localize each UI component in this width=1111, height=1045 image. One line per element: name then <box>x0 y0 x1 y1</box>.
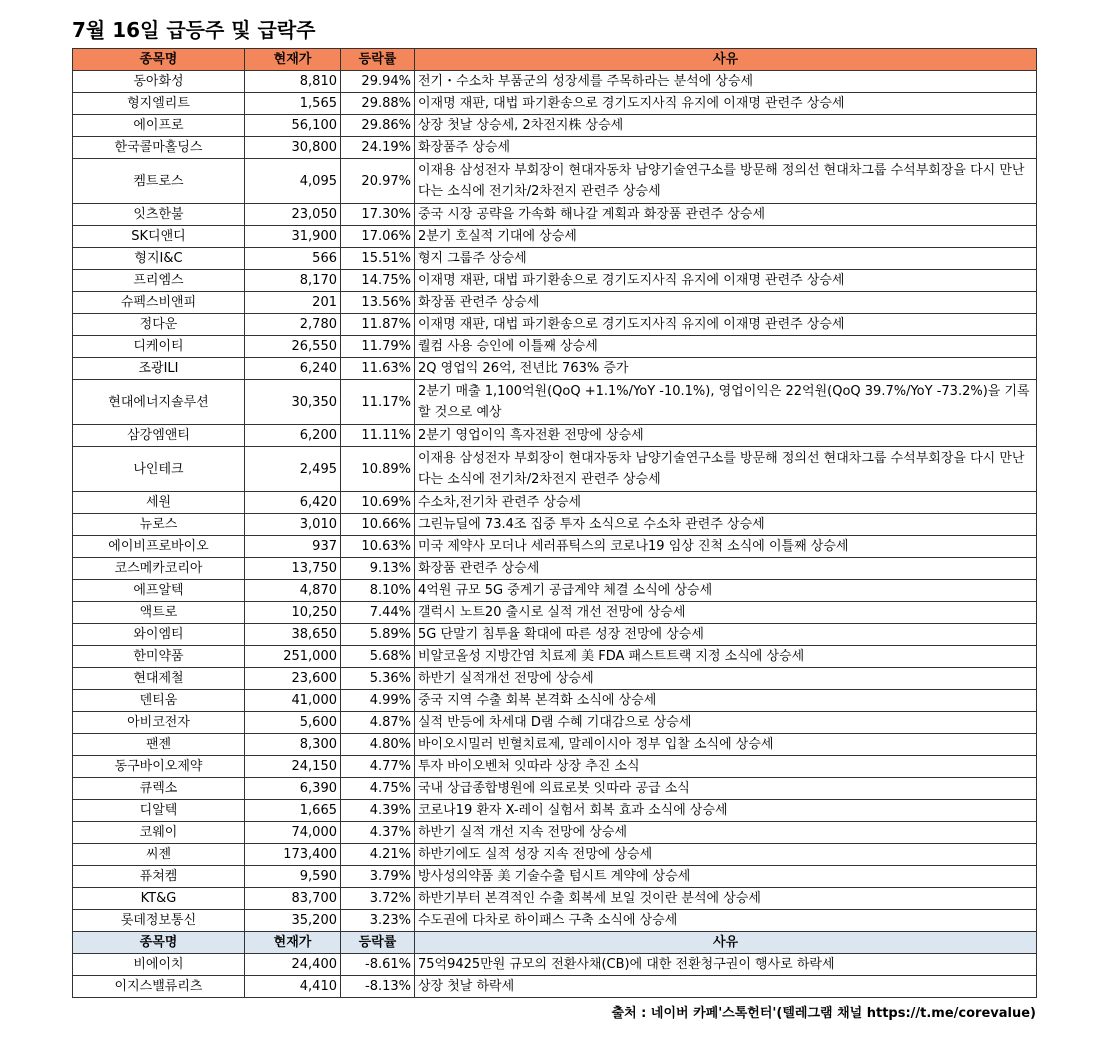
stock-price: 83,700 <box>245 888 341 910</box>
stock-name: 세원 <box>73 492 245 514</box>
table-row <box>73 358 1037 380</box>
stock-rate: 4.87% <box>341 712 415 734</box>
stock-name: 퓨쳐켐 <box>73 866 245 888</box>
stock-price: 24,150 <box>245 756 341 778</box>
stock-rate: 11.63% <box>341 358 415 380</box>
table-row <box>73 888 1037 910</box>
stock-rate: 5.36% <box>341 668 415 690</box>
table-row <box>73 115 1037 137</box>
stock-reason: 하반기에도 실적 성장 지속 전망에 상승세 <box>415 844 1037 866</box>
header-rate: 등락률 <box>341 49 415 71</box>
table-row <box>73 668 1037 690</box>
stock-reason: 미국 제약사 모더나 세러퓨틱스의 코로나19 임상 진척 소식에 이틀째 상승세 <box>415 536 1037 558</box>
stock-reason: 형지 그룹주 상승세 <box>415 248 1037 270</box>
stock-name: 비에이치 <box>73 954 245 976</box>
stock-rate: 11.87% <box>341 314 415 336</box>
stock-rate: 10.69% <box>341 492 415 514</box>
stock-price: 3,010 <box>245 514 341 536</box>
stock-name: 씨젠 <box>73 844 245 866</box>
header-reason: 사유 <box>415 49 1037 71</box>
header-price: 현재가 <box>245 932 341 954</box>
table-row <box>73 159 1037 204</box>
stock-rate: 9.13% <box>341 558 415 580</box>
stock-rate: 8.10% <box>341 580 415 602</box>
stock-reason: 상장 첫날 상승세, 2차전지株 상승세 <box>415 115 1037 137</box>
stock-rate: 20.97% <box>341 159 415 204</box>
stock-price: 2,780 <box>245 314 341 336</box>
table-row <box>73 292 1037 314</box>
stock-price: 74,000 <box>245 822 341 844</box>
stock-name: 에프알텍 <box>73 580 245 602</box>
table-row <box>73 602 1037 624</box>
stock-reason: 상장 첫날 하락세 <box>415 976 1037 998</box>
table-row <box>73 380 1037 425</box>
table-row <box>73 336 1037 358</box>
stock-price: 4,870 <box>245 580 341 602</box>
stock-price: 24,400 <box>245 954 341 976</box>
stock-reason: 중국 지역 수출 회복 본격화 소식에 상승세 <box>415 690 1037 712</box>
stock-rate: 4.75% <box>341 778 415 800</box>
stock-name: 에이비프로바이오 <box>73 536 245 558</box>
table-row <box>73 447 1037 492</box>
stock-reason: 75억9425만원 규모의 전환사채(CB)에 대한 전환청구권이 행사로 하락세 <box>415 954 1037 976</box>
stock-rate: 3.72% <box>341 888 415 910</box>
stock-reason: 화장품 관련주 상승세 <box>415 292 1037 314</box>
table-row <box>73 536 1037 558</box>
stock-name: 삼강엠앤티 <box>73 425 245 447</box>
stock-reason: 하반기 실적개선 전망에 상승세 <box>415 668 1037 690</box>
stock-reason: 바이오시밀러 빈혈치료제, 말레이시아 정부 입찰 소식에 상승세 <box>415 734 1037 756</box>
falling-header-row <box>73 932 1037 954</box>
header-name: 종목명 <box>73 49 245 71</box>
stock-name: 동아화성 <box>73 71 245 93</box>
stock-rate: 11.17% <box>341 380 415 425</box>
table-row <box>73 425 1037 447</box>
table-row <box>73 580 1037 602</box>
stock-price: 8,170 <box>245 270 341 292</box>
stock-price: 8,300 <box>245 734 341 756</box>
stock-name: 잇츠한불 <box>73 204 245 226</box>
table-row <box>73 270 1037 292</box>
stock-price: 30,800 <box>245 137 341 159</box>
table-row <box>73 226 1037 248</box>
stock-rate: 24.19% <box>341 137 415 159</box>
stock-price: 1,565 <box>245 93 341 115</box>
stock-name: 와이엠티 <box>73 624 245 646</box>
stock-price: 4,410 <box>245 976 341 998</box>
stock-reason: 하반기 실적 개선 지속 전망에 상승세 <box>415 822 1037 844</box>
stock-reason: 전기・수소차 부품군의 성장세를 주목하라는 분석에 상승세 <box>415 71 1037 93</box>
stock-reason: 하반기부터 본격적인 수출 회복세 보일 것이란 분석에 상승세 <box>415 888 1037 910</box>
stock-reason: 2분기 매출 1,100억원(QoQ +1.1%/YoY -10.1%), 영업이익은 22억원(QoQ 39.7%/YoY -73.2%)을 기록할 것으로 예상 <box>415 380 1037 425</box>
stock-name: SK디앤디 <box>73 226 245 248</box>
stock-rate: 15.51% <box>341 248 415 270</box>
stock-name: 뉴로스 <box>73 514 245 536</box>
stock-name: 조광ILI <box>73 358 245 380</box>
stock-price: 6,420 <box>245 492 341 514</box>
stock-name: 아비코전자 <box>73 712 245 734</box>
stock-reason: 4억원 규모 5G 중계기 공급계약 체결 소식에 상승세 <box>415 580 1037 602</box>
stock-rate: 17.06% <box>341 226 415 248</box>
table-row <box>73 800 1037 822</box>
stock-reason: 이재용 삼성전자 부회장이 현대자동차 남양기술연구소를 방문해 정의선 현대차그룹 수석부회장을 다시 만난다는 소식에 전기차/2차전지 관련주 상승세 <box>415 447 1037 492</box>
stock-rate: 29.88% <box>341 93 415 115</box>
stock-rate: 10.89% <box>341 447 415 492</box>
stock-name: 현대에너지솔루션 <box>73 380 245 425</box>
stock-rate: 7.44% <box>341 602 415 624</box>
stock-name: 이지스밸류리츠 <box>73 976 245 998</box>
stock-name: 액트로 <box>73 602 245 624</box>
stock-rate: 3.23% <box>341 910 415 932</box>
stock-price: 9,590 <box>245 866 341 888</box>
stock-price: 566 <box>245 248 341 270</box>
page-title: 7월 16일 급등주 및 급락주 <box>72 18 316 42</box>
stock-rate: 29.94% <box>341 71 415 93</box>
header-reason: 사유 <box>415 932 1037 954</box>
stock-name: 슈펙스비앤피 <box>73 292 245 314</box>
stock-rate: -8.61% <box>341 954 415 976</box>
stock-reason: 투자 바이오벤처 잇따라 상장 추진 소식 <box>415 756 1037 778</box>
stock-price: 2,495 <box>245 447 341 492</box>
stock-rate: 29.86% <box>341 115 415 137</box>
table-row <box>73 712 1037 734</box>
stock-rate: 17.30% <box>341 204 415 226</box>
stock-table <box>72 48 1037 998</box>
stock-name: 프리엠스 <box>73 270 245 292</box>
stock-reason: 중국 시장 공략을 가속화 해나갈 계획과 화장품 관련주 상승세 <box>415 204 1037 226</box>
stock-price: 31,900 <box>245 226 341 248</box>
stock-price: 8,810 <box>245 71 341 93</box>
stock-price: 251,000 <box>245 646 341 668</box>
table-row <box>73 734 1037 756</box>
stock-rate: 4.99% <box>341 690 415 712</box>
stock-rate: 4.37% <box>341 822 415 844</box>
stock-name: 에이프로 <box>73 115 245 137</box>
stock-price: 6,200 <box>245 425 341 447</box>
table-row <box>73 514 1037 536</box>
stock-rate: 14.75% <box>341 270 415 292</box>
table-row <box>73 646 1037 668</box>
stock-name: 코웨이 <box>73 822 245 844</box>
rising-rows <box>73 71 1037 932</box>
table-row <box>73 624 1037 646</box>
stock-name: 덴티움 <box>73 690 245 712</box>
table-row <box>73 778 1037 800</box>
stock-name: 큐렉소 <box>73 778 245 800</box>
stock-name: 형지I&C <box>73 248 245 270</box>
stock-rate: 4.21% <box>341 844 415 866</box>
table-row <box>73 558 1037 580</box>
table-row <box>73 822 1037 844</box>
stock-reason: 이재명 재판, 대법 파기환송으로 경기도지사직 유지에 이재명 관련주 상승세 <box>415 93 1037 115</box>
stock-name: 한국콜마홀딩스 <box>73 137 245 159</box>
stock-rate: 11.79% <box>341 336 415 358</box>
stock-reason: 2분기 영업이익 흑자전환 전망에 상승세 <box>415 425 1037 447</box>
stock-price: 23,050 <box>245 204 341 226</box>
table-row <box>73 866 1037 888</box>
stock-price: 35,200 <box>245 910 341 932</box>
table-row <box>73 137 1037 159</box>
stock-reason: 2분기 호실적 기대에 상승세 <box>415 226 1037 248</box>
table-row <box>73 93 1037 115</box>
table-row <box>73 910 1037 932</box>
stock-rate: 3.79% <box>341 866 415 888</box>
stock-reason: 수소차,전기차 관련주 상승세 <box>415 492 1037 514</box>
stock-name: 팬젠 <box>73 734 245 756</box>
table-row <box>73 71 1037 93</box>
stock-name: 디알텍 <box>73 800 245 822</box>
stock-price: 10,250 <box>245 602 341 624</box>
stock-reason: 이재용 삼성전자 부회장이 현대자동차 남양기술연구소를 방문해 정의선 현대차그룹 수석부회장을 다시 만난다는 소식에 전기차/2차전지 관련주 상승세 <box>415 159 1037 204</box>
stock-reason: 수도권에 다차로 하이패스 구축 소식에 상승세 <box>415 910 1037 932</box>
stock-price: 13,750 <box>245 558 341 580</box>
stock-name: 동구바이오제약 <box>73 756 245 778</box>
stock-rate: 10.66% <box>341 514 415 536</box>
stock-price: 5,600 <box>245 712 341 734</box>
stock-name: 형지엘리트 <box>73 93 245 115</box>
stock-rate: 4.77% <box>341 756 415 778</box>
stock-price: 6,390 <box>245 778 341 800</box>
stock-reason: 비알코올성 지방간염 치료제 美 FDA 패스트트랙 지정 소식에 상승세 <box>415 646 1037 668</box>
stock-reason: 화장품 관련주 상승세 <box>415 558 1037 580</box>
stock-rate: 13.56% <box>341 292 415 314</box>
stock-price: 26,550 <box>245 336 341 358</box>
stock-name: 디케이티 <box>73 336 245 358</box>
stock-price: 23,600 <box>245 668 341 690</box>
stock-reason: 갤럭시 노트20 출시로 실적 개선 전망에 상승세 <box>415 602 1037 624</box>
stock-price: 30,350 <box>245 380 341 425</box>
stock-reason: 화장품주 상승세 <box>415 137 1037 159</box>
stock-name: 켐트로스 <box>73 159 245 204</box>
stock-reason: 국내 상급종합병원에 의료로봇 잇따라 공급 소식 <box>415 778 1037 800</box>
stock-name: 나인테크 <box>73 447 245 492</box>
stock-price: 1,665 <box>245 800 341 822</box>
header-rate: 등락률 <box>341 932 415 954</box>
stock-reason: 2Q 영업익 26억, 전년比 763% 증가 <box>415 358 1037 380</box>
stock-name: 코스메카코리아 <box>73 558 245 580</box>
stock-reason: 그린뉴딜에 73.4조 집중 투자 소식으로 수소차 관련주 상승세 <box>415 514 1037 536</box>
table-row <box>73 954 1037 976</box>
stock-rate: 10.63% <box>341 536 415 558</box>
table-row <box>73 248 1037 270</box>
stock-price: 173,400 <box>245 844 341 866</box>
header-name: 종목명 <box>73 932 245 954</box>
stock-reason: 퀄컴 사용 승인에 이틀째 상승세 <box>415 336 1037 358</box>
stock-rate: 4.80% <box>341 734 415 756</box>
stock-reason: 5G 단말기 침투율 확대에 따른 성장 전망에 상승세 <box>415 624 1037 646</box>
stock-reason: 이재명 재판, 대법 파기환송으로 경기도지사직 유지에 이재명 관련주 상승세 <box>415 270 1037 292</box>
stock-price: 56,100 <box>245 115 341 137</box>
stock-reason: 실적 반등에 차세대 D램 수혜 기대감으로 상승세 <box>415 712 1037 734</box>
stock-rate: 5.68% <box>341 646 415 668</box>
stock-price: 4,095 <box>245 159 341 204</box>
header-price: 현재가 <box>245 49 341 71</box>
table-row <box>73 314 1037 336</box>
source-note: 출처 : 네이버 카페'스톡헌터'(텔레그램 채널 https://t.me/corevalue) <box>611 1006 1036 1021</box>
stock-price: 937 <box>245 536 341 558</box>
table-row <box>73 844 1037 866</box>
stock-name: 현대제철 <box>73 668 245 690</box>
falling-rows <box>73 954 1037 998</box>
table-row <box>73 492 1037 514</box>
stock-price: 38,650 <box>245 624 341 646</box>
stock-rate: 11.11% <box>341 425 415 447</box>
stock-reason: 코로나19 환자 X-레이 실험서 회복 효과 소식에 상승세 <box>415 800 1037 822</box>
table-row <box>73 976 1037 998</box>
stock-rate: 5.89% <box>341 624 415 646</box>
stock-name: 롯데정보통신 <box>73 910 245 932</box>
stock-rate: 4.39% <box>341 800 415 822</box>
table-row <box>73 690 1037 712</box>
stock-price: 41,000 <box>245 690 341 712</box>
stock-reason: 이재명 재판, 대법 파기환송으로 경기도지사직 유지에 이재명 관련주 상승세 <box>415 314 1037 336</box>
stock-reason: 방사성의약품 美 기술수출 텀시트 계약에 상승세 <box>415 866 1037 888</box>
table-row <box>73 204 1037 226</box>
rising-header-row <box>73 49 1037 71</box>
stock-rate: -8.13% <box>341 976 415 998</box>
stock-name: 한미약품 <box>73 646 245 668</box>
stock-price: 6,240 <box>245 358 341 380</box>
table-row <box>73 756 1037 778</box>
stock-name: KT&G <box>73 888 245 910</box>
stock-price: 201 <box>245 292 341 314</box>
stock-name: 정다운 <box>73 314 245 336</box>
